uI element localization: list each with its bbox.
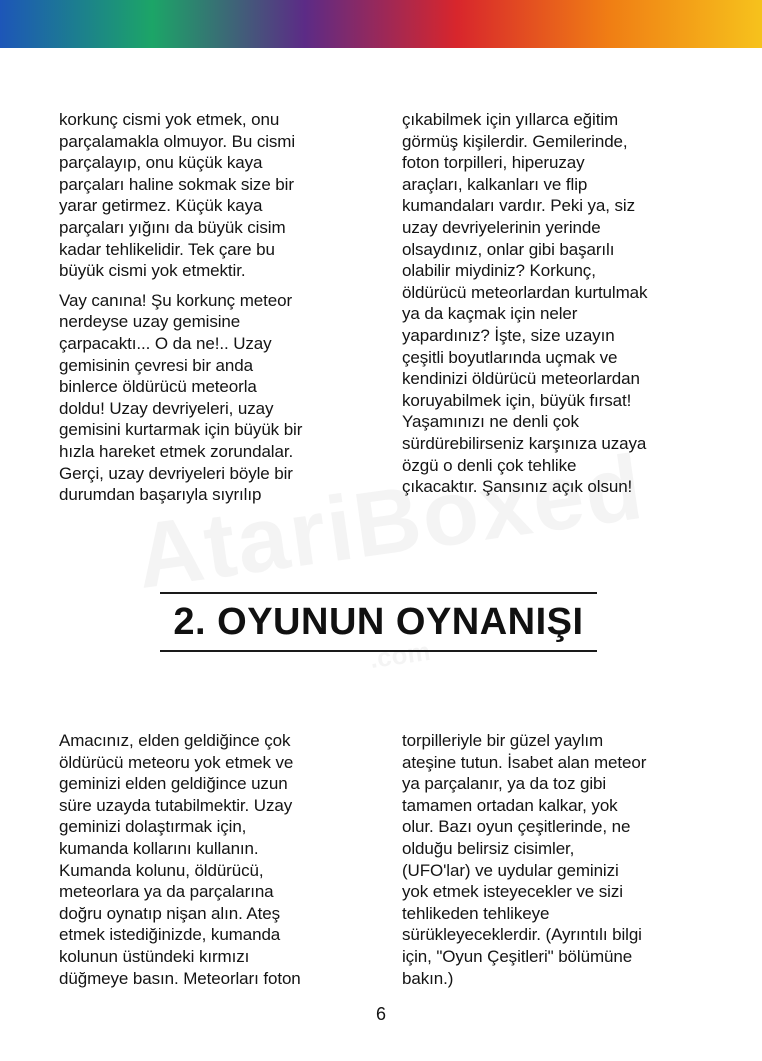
intro-left-paragraph-1: korkunç cismi yok etmek, onu parçalamakla olmuyor. Bu cismi parçalayıp, onu küçük kaya parçaları haline sokmak size bir yarar getirmez. Küçük kaya parçaları yığını da büyük cisim kadar tehlikelidir. Tek çare bu büyük cismi yok etmektir.	[59, 110, 296, 281]
section-left-paragraph-1: Amacınız, elden geldiğince çok öldürücü meteoru yok etmek ve geminizi elden geldiğince uzun süre uzayda tutabilmektir. Uzay geminizi dolaştırmak için, kumanda kollarını kullanın. Kumanda kolunu, öldürücü, meteorlara ya da parçalarına doğru oynatıp nişan alın. Ateş etmek istediğinizde, kumanda kolunun üstündeki kırmızı düğmeye basın. Meteorları foton	[59, 731, 301, 988]
section-title-rule-top	[160, 592, 597, 594]
section-title-rule-bottom	[160, 650, 597, 652]
section-right-column	[402, 730, 702, 997]
section-left-column	[59, 730, 359, 997]
section-right-paragraph-1: torpilleriyle bir güzel yaylım ateşine tutun. İsabet alan meteor ya parçalanır, ya da toz gibi tamamen ortadan kalkar, yok olur. Bazı oyun çeşitlerinde, ne olduğu belirsiz cisimler, (UFO'lar) ve uydular geminizi yok etmek isteyecekler ve sizi tehlikeden tehlikeye sürükleyeceklerdir. (Ayrıntılı bilgi için, "Oyun Çeşitleri" bölümüne bakın.)	[402, 731, 647, 988]
section-title: 2. OYUNUN OYNANIŞI	[173, 601, 584, 643]
intro-left-paragraph-2: Vay canına! Şu korkunç meteor nerdeyse uzay gemisine çarpacaktı... O da ne!.. Uzay gemisinin çevresi bir anda binlerce öldürücü meteorla doldu! Uzay devriyeleri, uzay gemisini kurtarmak için büyük bir hızla hareket etmek zorundalar. Gerçi, uzay devriyeleri böyle bir durumdan başarıyla sıyrılıp	[59, 290, 303, 505]
header-rainbow-band	[0, 0, 762, 48]
page-number: 6	[375, 1004, 386, 1024]
intro-right-paragraph-1: çıkabilmek için yıllarca eğitim görmüş kişilerdir. Gemilerinde, foton torpilleri, hiperuzay araçları, kalkanları ve flip kumandaları vardır. Peki ya, siz uzay devriyelerinin yerinde olsaydınız, onlar gibi başarılı olabilir miydiniz? Korkunç, öldürücü meteorlardan kurtulmak ya da kaçmak için neler yapardınız? İşte, size uzayın çeşitli boyutlarında uçmak ve kendinizi öldürücü meteorlardan koruyabilmek için, büyük fırsat! Yaşamınızı ne denli çok sürdürebilirseniz karşınıza uzaya özgü o denli çok tehlike çıkacaktır. Şansınız açık olsun!	[402, 110, 648, 497]
intro-left-column	[59, 109, 359, 514]
intro-right-column	[402, 109, 702, 506]
